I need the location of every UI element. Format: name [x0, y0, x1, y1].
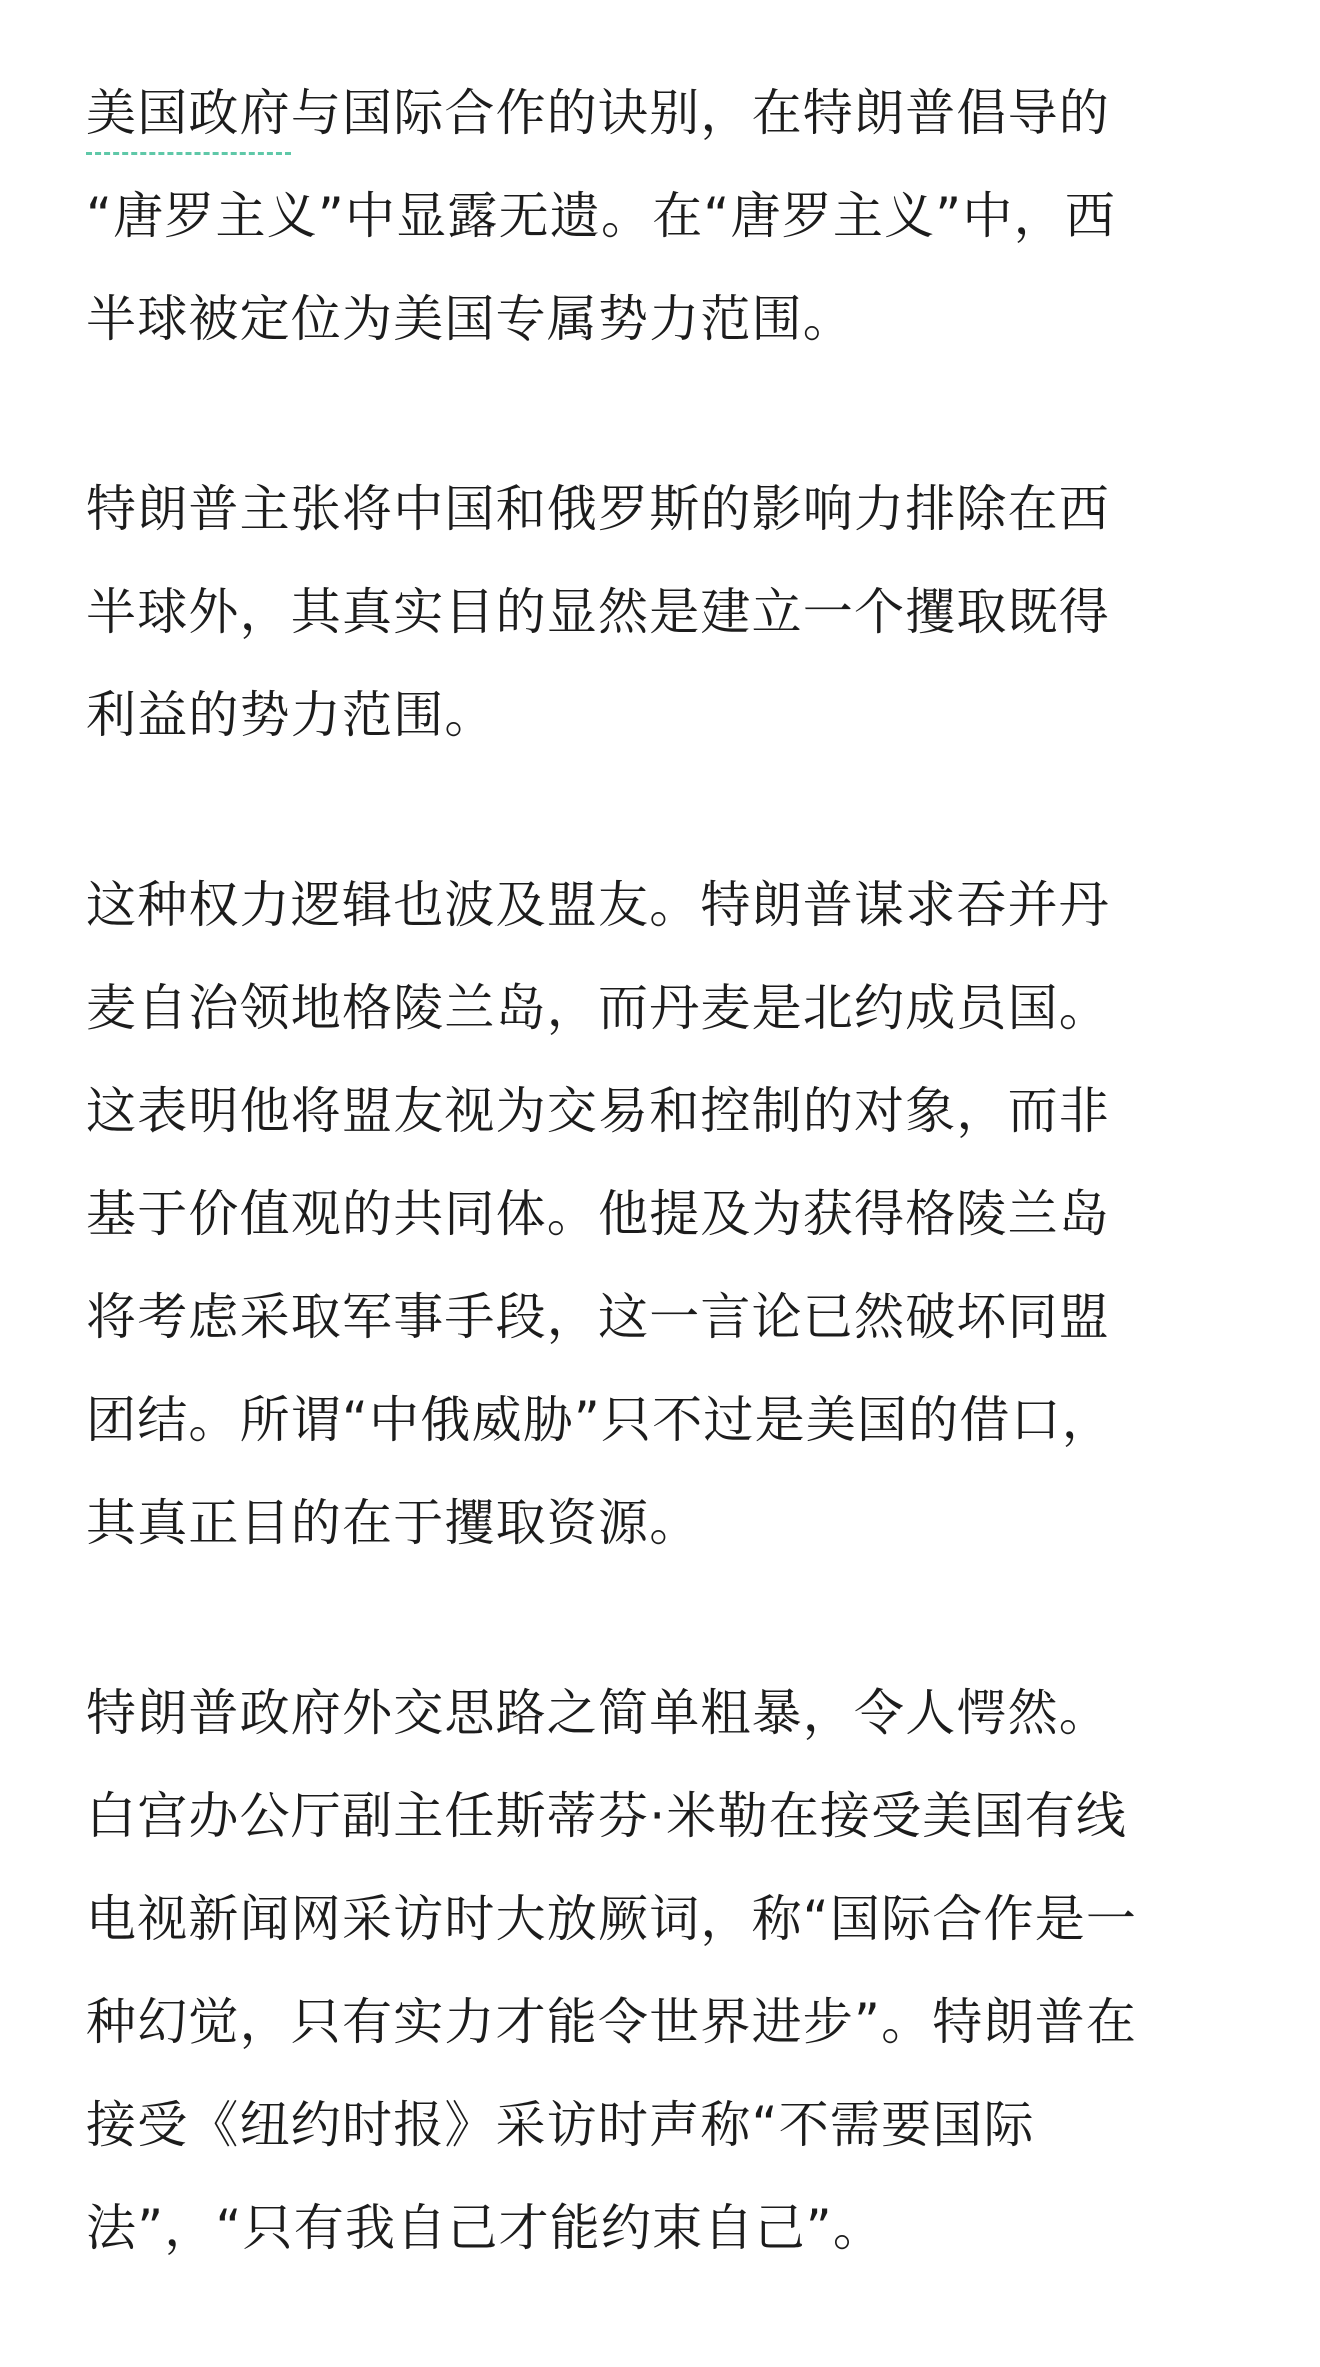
- text-line: 法”，“只有我自己才能约束自己”。: [86, 2199, 885, 2257]
- text-line: 将考虑采取军事手段，这一言论已然破坏同盟: [86, 1288, 1110, 1346]
- text-line: 基于价值观的共同体。他提及为获得格陵兰岛: [86, 1185, 1110, 1243]
- paragraph-3: [86, 854, 1266, 1575]
- text-line: “唐罗主义”中显露无遗。在“唐罗主义”中，西: [86, 187, 1117, 245]
- text-line: 电视新闻网采访时大放厥词，称“国际合作是一: [86, 1890, 1138, 1948]
- text-line: 麦自治领地格陵兰岛，而丹麦是北约成员国。: [86, 979, 1110, 1037]
- highlighted-link-phrase[interactable]: 美国政府: [86, 62, 291, 165]
- paragraph-1: [86, 62, 1266, 371]
- text-line: 种幻觉，只有实力才能令世界进步”。特朗普在: [86, 1993, 1138, 2051]
- paragraph-4: [86, 1662, 1266, 2280]
- text-line: 白宫办公厅副主任斯蒂芬·米勒在接受美国有线: [86, 1787, 1128, 1845]
- text-line: 这表明他将盟友视为交易和控制的对象，而非: [86, 1082, 1110, 1140]
- text-line: 半球外，其真实目的显然是建立一个攫取既得: [86, 583, 1110, 641]
- paragraph-2: [86, 458, 1266, 767]
- text-line: 这种权力逻辑也波及盟友。特朗普谋求吞并丹: [86, 876, 1110, 934]
- text-line: [86, 62, 1266, 165]
- text-line-rest: 与国际合作的诀别，在特朗普倡导的: [290, 84, 1111, 142]
- text-line: 特朗普主张将中国和俄罗斯的影响力排除在西: [86, 480, 1110, 538]
- text-line: 接受《纽约时报》采访时声称“不需要国际: [86, 2096, 1035, 2154]
- article-body: [86, 62, 1266, 2367]
- text-line: 利益的势力范围。: [86, 686, 496, 744]
- text-line: 半球被定位为美国专属势力范围。: [86, 290, 854, 348]
- text-line: 团结。所谓“中俄威胁”只不过是美国的借口，: [86, 1391, 1114, 1449]
- text-line: 其真正目的在于攫取资源。: [86, 1494, 701, 1552]
- text-line: 特朗普政府外交思路之简单粗暴，令人愕然。: [86, 1684, 1110, 1742]
